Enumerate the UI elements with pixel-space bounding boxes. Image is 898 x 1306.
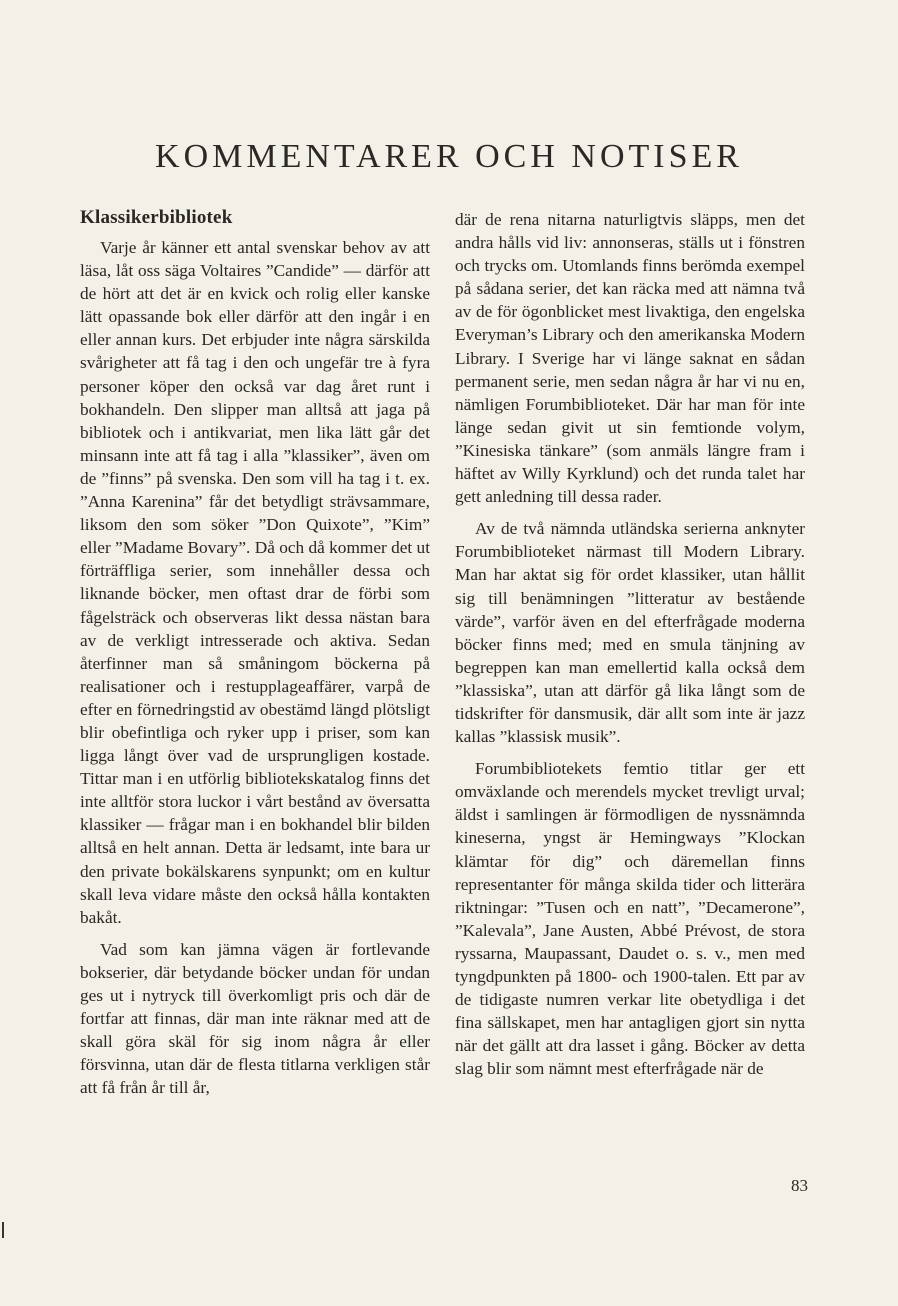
right-column xyxy=(455,208,805,1080)
page-number: 83 xyxy=(791,1176,808,1195)
scan-edge-mark xyxy=(2,1222,4,1238)
body-paragraph: där de rena nitarna naturligtvis släpps, men det andra hålls vid liv: annonseras, ställs ut i fönstren och trycks om. Utomlands finns berömda exempel på sådana serier, det kan räcka med att nämna två av de för ögonblicket mest livaktiga, den engelska Everyman’s Library och den amerikanska Modern Library. I Sverige har vi länge saknat en sådan permanent serie, men sedan några år har vi nu en, nämligen Forumbiblioteket. Där har man för inte länge sedan givit ut sin femtionde volym, ”Kinesiska tänkare” (som anmäls längre fram i häftet av Willy Kyrklund) och det runda talet har gett anledning till dessa rader. xyxy=(455,210,805,507)
body-paragraph: Av de två nämnda utländska serierna anknyter Forumbiblioteket närmast till Modern Library. Man har aktat sig för ordet klassiker, utan hållit sig till benämningen ”litteratur av bestående värde”, varför även en del efterfrågade moderna böcker finns med; med en smula tänjning av begreppen kan man emellertid kalla också dem ”klassiska”, utan att därför gå lika långt som de tidskrifter för dansmusik, där allt som inte är jazz kallas ”klassisk musik”. xyxy=(455,519,805,747)
page-title: KOMMENTARER OCH NOTISER xyxy=(155,138,743,175)
body-paragraph: Forumbibliotekets femtio titlar ger ett omväxlande och merendels mycket trevligt urval; äldst i samlingen är förmodligen de nyssnämnda kineserna, yngst är Hemingways ”Klockan klämtar för dig” och däremellan finns representanter för många skilda tider och litterära riktningar: ”Tusen och en natt”, ”Decamerone”, ”Kalevala”, Jane Austen, Abbé Prévost, de stora ryssarna, Maupassant, Daudet o. s. v., men med tyngdpunkten på 1800- och 1900-talen. Ett par av de tidigaste numren verkar lite obetydliga i det fina sällskapet, men har antagligen gjort sin nytta när det gällt att dra lasset i gång. Böcker av detta slag blir som nämnt mest efterfrågade när de xyxy=(455,759,805,1079)
section-heading: Klassikerbibliotek xyxy=(80,207,233,228)
body-paragraph: Vad som kan jämna vägen är fortlevande bokserier, där betydande böcker undan för undan ges ut i nytryck till överkomligt pris och där de fortfar att finnas, där man inte räknar med att de skall göra skäl för sig inom några år eller försvinna, utan där de flesta titlarna verkligen står att få från år till år, xyxy=(80,939,430,1098)
body-paragraph: Varje år känner ett antal svenskar behov av att läsa, låt oss säga Voltaires ”Candide” — därför att de hört att det är en kvick och rolig eller kanske lätt opassande bok eller därför att den ingår i en eller annan kurs. Det erbjuder inte några särskilda svårigheter att få tag i den och ungefär tre à fyra personer köper den också var dag året runt i bokhandeln. Den slipper man alltså att jaga på bibliotek och i antikvariat, men lika lätt går det minsann inte att få tag i alla ”klassiker”, även om de ”finns” på svenska. Den som vill ha tag i t. ex. ”Anna Karenina” får det betydligt strävsammare, liksom den som söker ”Don Quixote”, ”Kim” eller ”Madame Bovary”. Då och då kommer det ut förträffliga serier, som innehåller dessa och liknande böcker, men oftast drar de förbi som fågelsträck och observeras likt dessa nästan bara av de verkligt intresserade och aktiva. Sedan återfinner man så småningom böckerna på realisationer och i restupplageaffärer, varpå de efter en förnedringstid av obestämd längd plötsligt blir obefintliga och ryker upp i priser, som kan ligga långt över vad de ursprungligen kostade. Tittar man i en utförlig bibliotekskatalog finns det inte alltför stora luckor i vårt bestånd av översatta klassiker — frågar man i en bokhandel blir bilden alltså en helt annan. Detta är ledsamt, inte bara ur den private bokälskarens synpunkt; om en kultur skall leva vidare måste den också hålla kontakten bakåt. xyxy=(80,238,430,927)
left-column xyxy=(80,206,430,1099)
